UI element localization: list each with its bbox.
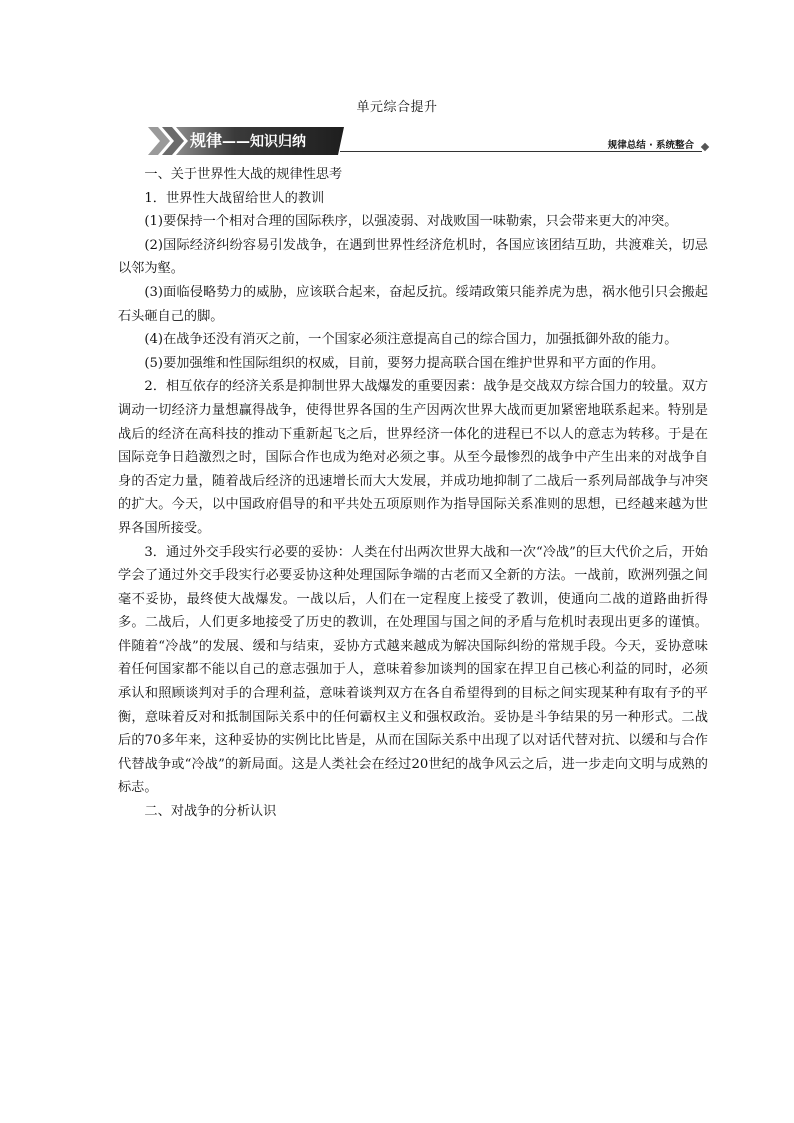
- paragraph-7: [118, 541, 708, 801]
- paragraph-7-lead: 3．通过外交手段实行必要的妥协：: [144, 544, 351, 560]
- paragraph-3: (3)面临侵略势力的威胁，应该联合起来，奋起反抗。绥靖政策只能养虎为患，祸水他引只会搬起石头砸自己的脚。: [118, 284, 708, 324]
- paragraph-4: (4)在战争还没有消灭之前，一个国家必须注意提高自己的综合国力，加强抵御外敌的能力。: [144, 332, 678, 348]
- banner-rule: [340, 151, 702, 152]
- section-heading-2: 二、对战争的分析认识: [144, 804, 277, 820]
- banner-label-main: 规律: [190, 131, 223, 150]
- paragraph-6: [118, 375, 708, 540]
- subsection-heading-1: 1．世界性大战留给世人的教训: [144, 190, 325, 206]
- paragraph-2: (2)国际经济纠纷容易引发战争，在遇到世界性经济危机时，各国应该团结互助，共渡难关，切忌以邻为壑。: [118, 237, 708, 277]
- diamond-icon: [701, 143, 709, 151]
- paragraph-5: (5)要加强维和性国际组织的权威，目前，要努力提高联合国在维护世界和平方面的作用。: [144, 355, 665, 371]
- banner-label-dash: ——: [222, 134, 251, 150]
- document-body: [118, 163, 708, 824]
- section-heading-1: 一、关于世界性大战的规律性思考: [144, 167, 343, 182]
- paragraph-6-lead: 2．相互依存的经济关系是抑制世界大战爆发的重要因素：: [144, 379, 484, 395]
- section-banner: [148, 127, 708, 155]
- page-title: 单元综合提升: [356, 100, 438, 115]
- banner-label-sub: 知识归纳: [250, 134, 307, 150]
- paragraph-7-body: 人类在付出两次世界大战和一次“冷战”的巨大代价之后，开始学会了通过外交手段实行必要妥协这种处理国际争端的古老而又全新的方法。一战前，欧洲列强之间毫不妥协，最终使大战爆发。一战以后，人们在一定程度上接受了教训，使通向二战的道路曲折得多。二战后，人们更多地接受了历史的教训，在处理国与国之间的矛盾与危机时表现出更多的谨慎。伴随着“冷战”的发展、缓和与结束，妥协方式越来越成为解决国际纠纷的常规手段。今天，妥协意味着任何国家都不能以自己的意志强加于人，意味着参加谈判的国家在捍卫自己核心利益的同时，必须承认和照顾谈判对手的合理利益，意味着谈判双方在各自希望得到的目标之间实现某种有取有予的平衡，意味着反对和抵制国际关系中的任何霸权主义和强权政治。妥协是斗争结果的另一种形式。二战后的70多年来，这种妥协的实例比比皆是，从而在国际关系中出现了以对话代替对抗、以缓和与合作代替战争或“冷战”的新局面。这是人类社会在经过20世纪的战争风云之后，进一步走向文明与成熟的标志。: [118, 544, 708, 796]
- banner-tagline: 规律总结 · 系统整合: [607, 140, 694, 151]
- paragraph-1: (1)要保持一个相对合理的国际秩序，以强凌弱、对战败国一味勒索，只会带来更大的冲突。: [144, 214, 678, 230]
- banner-label: [190, 130, 306, 152]
- paragraph-6-body: 战争是交战双方综合国力的较量。双方调动一切经济力量想赢得战争，使得世界各国的生产因两次世界大战而更加紧密地联系起来。特别是战后的经济在高科技的推动下重新起飞之后，世界经济一体化的进程已不以人的意志为转移。于是在国际竞争日趋激烈之时，国际合作也成为绝对必须之事。从至今最惨烈的战争中产生出来的对战争自身的否定力量，随着战后经济的迅速增长而大大发展，并成功地抑制了二战后一系列局部战争与冲突的扩大。今天，以中国政府倡导的和平共处五项原则作为指导国际关系准则的思想，已经越来越为世界各国所接受。: [118, 379, 709, 536]
